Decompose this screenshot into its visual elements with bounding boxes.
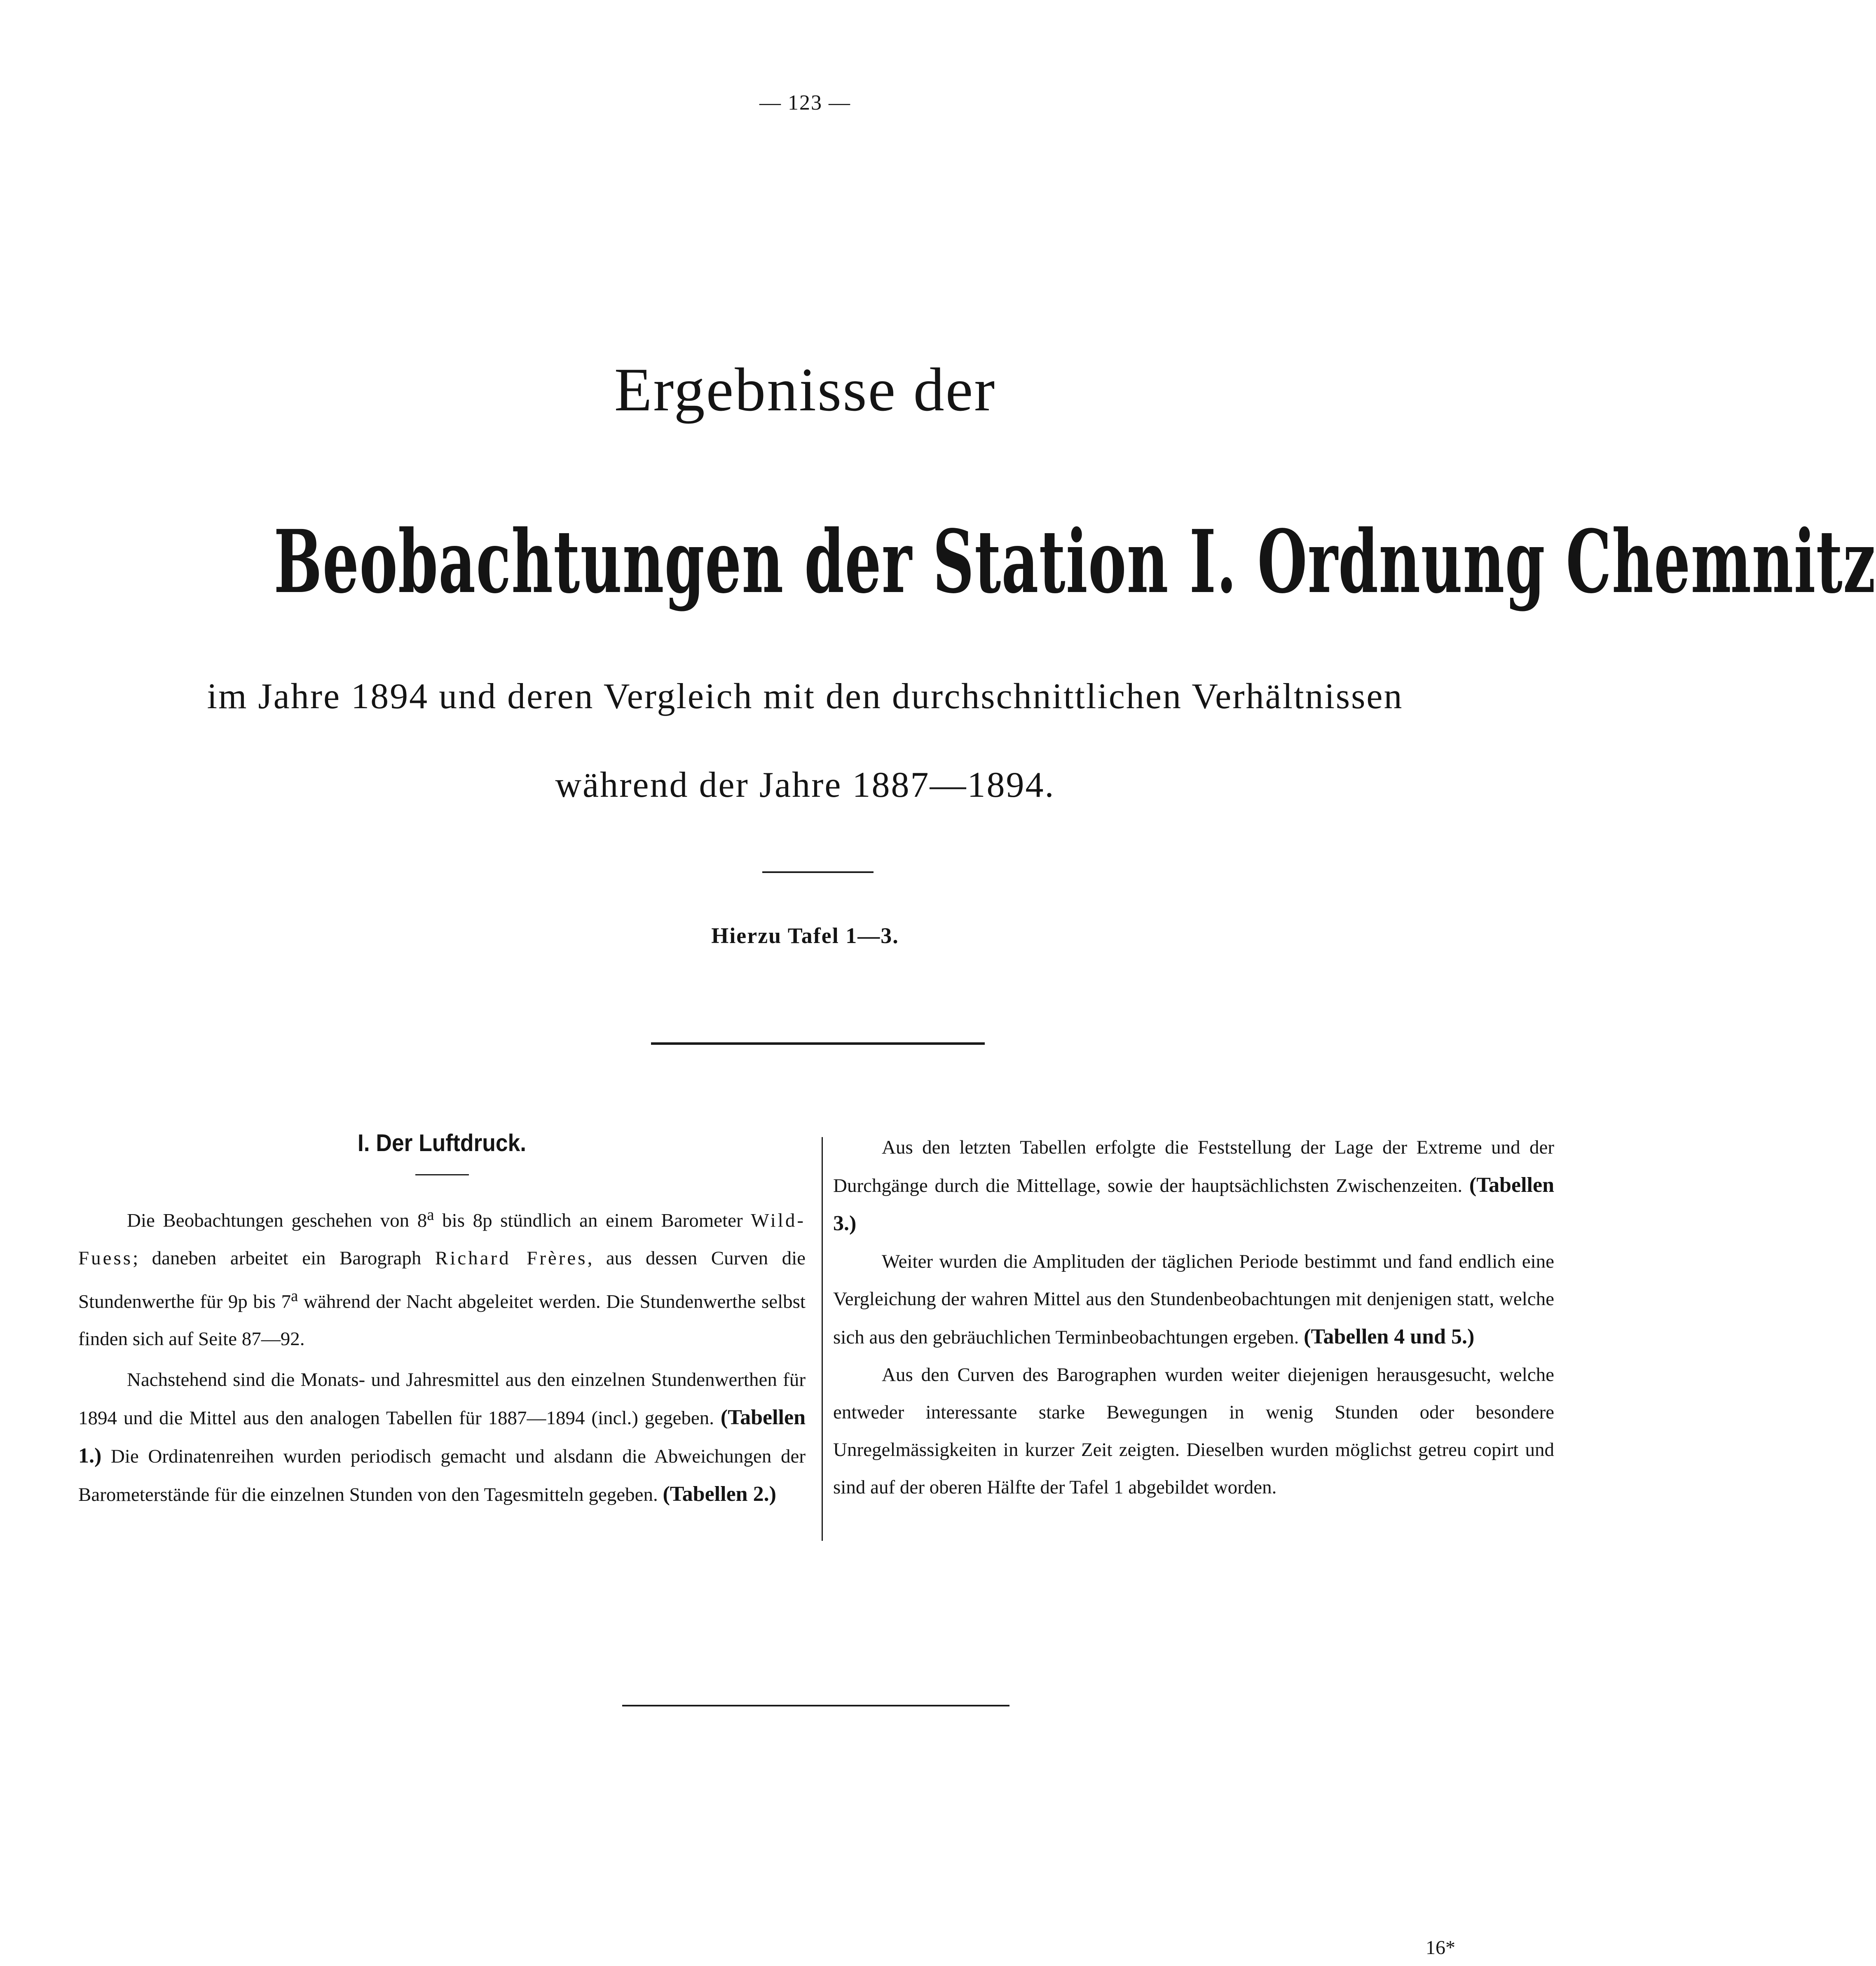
bottom-rule: [622, 1705, 1009, 1706]
title-divider-rule: [762, 871, 874, 873]
title-line1: Ergebnisse der: [614, 356, 996, 424]
table-ref-2: (Tabellen 2.): [663, 1482, 776, 1506]
subtitle-line2: während der Jahre 1887—1894.: [555, 765, 1055, 805]
left-column: [78, 1129, 806, 1514]
table-ref-4-5: (Tabellen 4 und 5.): [1304, 1325, 1475, 1348]
paragraph-amplitudes: Weiter wurden die Amplituden der täglichen Periode bestimmt und fand endlich eine Vergleichung der wahren Mittel aus den Stundenbeobachtungen mit denjenigen statt, welche sich aus den gebräuchlichen Terminbeobachtungen ergeben. (Tabellen 4 und 5.): [833, 1251, 1554, 1348]
paragraph-extremes: Aus den letzten Tabellen erfolgte die Feststellung der Lage der Extreme und der Durchgänge durch die Mittellage, sowie der hauptsächlichsten Zwischenzeiten. (Tabellen 3.): [833, 1137, 1554, 1235]
heading-rule: [415, 1174, 469, 1175]
paragraph-barograph-curves: Aus den Curven des Barographen wurden weiter diejenigen herausgesucht, welche entweder interessante starke Bewegungen in wenig Stunden oder besondere Unregelmässigkeiten in kurzer Zeit zeigten. Dieselben wurden möglichst getreu copirt und sind auf der oberen Hälfte der Tafel 1 abgebildet worden.: [833, 1364, 1554, 1498]
plates-note: Hierzu Tafel 1—3.: [711, 923, 899, 948]
table-ref-1: (Tabellen 1.): [78, 1406, 806, 1468]
subtitle-line1: im Jahre 1894 und deren Vergleich mit den durchschnittlichen Verhältnissen: [207, 676, 1403, 716]
right-column: [833, 1129, 1554, 1506]
page-number: — 123 —: [759, 91, 851, 115]
instrument-barograph: Richard Frères: [435, 1247, 588, 1269]
title-line2: Beobachtungen der Station I. Ordnung Chemnitz: [274, 511, 1876, 613]
paragraph-observations: Die Beobachtungen geschehen von 8$^a$ bis 8p stündlich an einem Barometer Wild-Fuess; daneben arbeitet ein Barograph Richard Frères, aus dessen Curven die Stundenwerthe für 9p bis 7$^a$ während der Nacht abgeleitet werden. Die Stundenwerthe selbst finden sich auf Seite 87—92.: [78, 1206, 806, 1350]
section-heading: I. Der Luftdruck.: [357, 1130, 527, 1156]
footer-signature-mark: 16*: [1426, 1937, 1455, 1959]
column-divider: [822, 1137, 823, 1541]
table-ref-3: (Tabellen 3.): [833, 1173, 1554, 1235]
section-divider-rule: [651, 1042, 985, 1045]
instrument-barometer: Wild-Fuess: [78, 1210, 806, 1269]
paragraph-means: Nachstehend sind die Monats- und Jahresmittel aus den einzelnen Stundenwerthen für 1894 und die Mittel aus den analogen Tabellen für 1887—1894 (incl.) gegeben. (Tabellen 1.) Die Ordinatenreihen wurden periodisch gemacht und alsdann die Abweichungen der Barometerstände für die einzelnen Stunden von den Tagesmitteln gegeben. (Tabellen 2.): [78, 1369, 806, 1506]
